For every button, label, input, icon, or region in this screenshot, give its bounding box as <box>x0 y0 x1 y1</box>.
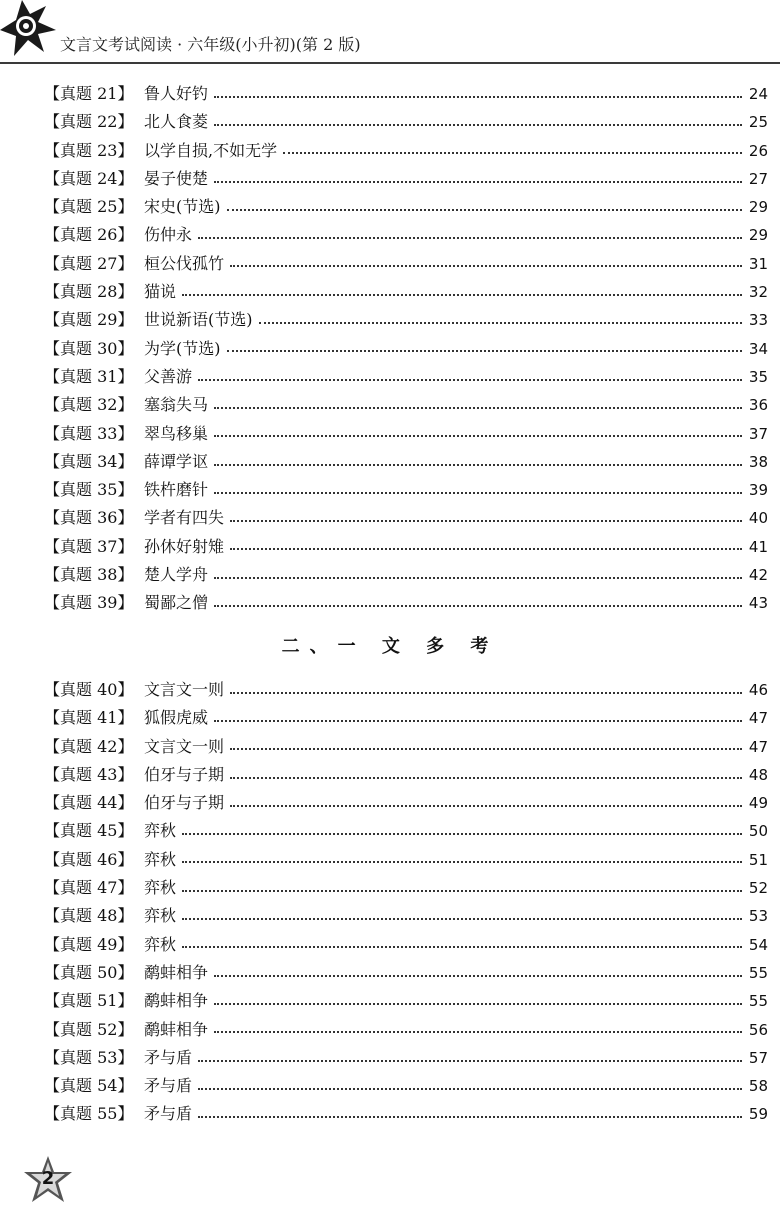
toc-entry-page: 52 <box>748 879 768 898</box>
dot-leader <box>182 832 742 835</box>
toc-entry-page: 39 <box>748 481 768 500</box>
toc-entry-tag: 【真题 34】 <box>44 451 134 471</box>
toc-entry <box>44 108 768 136</box>
toc-entry <box>44 193 768 221</box>
toc-entry-page: 51 <box>748 850 768 869</box>
toc-entry <box>44 902 768 930</box>
toc-entry-tag: 【真题 54】 <box>44 1076 134 1096</box>
toc-entry-page: 54 <box>748 935 768 954</box>
toc-entry <box>44 1044 768 1072</box>
dot-leader <box>214 434 742 437</box>
toc-entry <box>44 221 768 249</box>
toc-entry-title: 蜀鄙之僧 <box>144 593 209 613</box>
toc-entry-title: 北人食菱 <box>144 112 209 132</box>
toc-entry-tag: 【真题 22】 <box>44 112 134 132</box>
toc-entry-tag: 【真题 55】 <box>44 1104 134 1124</box>
toc-entry-title: 文言文一则 <box>144 736 225 756</box>
toc-entry <box>44 476 768 504</box>
toc-entry <box>44 704 768 732</box>
toc-entry-title: 学者有四失 <box>144 508 225 528</box>
toc-entry-tag: 【真题 24】 <box>44 168 134 188</box>
toc-entry <box>44 391 768 419</box>
dot-leader <box>182 889 742 892</box>
toc-entry-page: 46 <box>748 681 768 699</box>
dot-leader <box>182 860 742 863</box>
toc-entry-page: 56 <box>748 1020 768 1039</box>
toc-entry-tag: 【真题 50】 <box>44 962 134 982</box>
toc-entry <box>44 931 768 959</box>
toc-entry <box>44 846 768 874</box>
toc-entry-page: 42 <box>748 566 768 585</box>
dot-leader <box>230 776 742 779</box>
toc-entry-tag: 【真题 23】 <box>44 140 134 160</box>
toc-entry-tag: 【真题 52】 <box>44 1019 134 1039</box>
toc-entry-title: 鹬蚌相争 <box>144 1019 209 1039</box>
toc-entry <box>44 363 768 391</box>
toc-entry-title: 矛与盾 <box>144 1076 193 1096</box>
toc-entry-title: 鹬蚌相争 <box>144 962 209 982</box>
dot-leader <box>198 1059 742 1062</box>
toc-entry-page: 26 <box>748 141 768 160</box>
toc-entry-page: 29 <box>748 198 768 217</box>
dot-leader <box>283 151 742 154</box>
dot-leader <box>214 491 742 494</box>
dot-leader <box>230 264 742 267</box>
toc-entry-tag: 【真题 47】 <box>44 878 134 898</box>
toc-entry <box>44 335 768 363</box>
toc-entry <box>44 987 768 1015</box>
toc-entry-title: 世说新语(节选) <box>144 310 253 330</box>
toc-entry-tag: 【真题 27】 <box>44 253 134 273</box>
toc-entry-tag: 【真题 46】 <box>44 849 134 869</box>
toc-entry-title: 弈秋 <box>144 878 177 898</box>
toc-entry-tag: 【真题 37】 <box>44 536 134 556</box>
dot-leader <box>214 604 742 607</box>
toc-entry <box>44 561 768 589</box>
dot-leader <box>259 321 743 324</box>
dot-leader <box>230 519 742 522</box>
dot-leader <box>214 1030 742 1033</box>
toc-entry-page: 57 <box>748 1048 768 1067</box>
dot-leader <box>230 747 742 750</box>
toc-entry-page: 53 <box>748 907 768 926</box>
toc-entry-page: 35 <box>748 367 768 386</box>
toc-entry-page: 38 <box>748 452 768 471</box>
toc-entry-title: 塞翁失马 <box>144 395 209 415</box>
toc-entry <box>44 80 768 108</box>
toc-entry-tag: 【真题 43】 <box>44 764 134 784</box>
toc-entry <box>44 789 768 817</box>
toc-entry-page: 55 <box>748 963 768 982</box>
toc-entry <box>44 733 768 761</box>
toc-entry-tag: 【真题 36】 <box>44 508 134 528</box>
page-number: 2 <box>41 1168 55 1189</box>
toc-entry <box>44 1100 768 1128</box>
toc-entry <box>44 165 768 193</box>
toc-entry-title: 狐假虎威 <box>144 708 209 728</box>
toc-entry-page: 32 <box>748 283 768 302</box>
dot-leader <box>214 123 742 126</box>
toc-entry-tag: 【真题 29】 <box>44 310 134 330</box>
toc-entry-tag: 【真题 44】 <box>44 793 134 813</box>
toc-entry-title: 晏子使楚 <box>144 168 209 188</box>
toc-entry-page: 34 <box>748 339 768 358</box>
toc-entry-tag: 【真题 51】 <box>44 991 134 1011</box>
toc-entry-tag: 【真题 41】 <box>44 708 134 728</box>
toc-entry-page: 59 <box>748 1105 768 1124</box>
dot-leader <box>214 576 742 579</box>
toc-entry <box>44 504 768 532</box>
toc-entry-page: 24 <box>748 85 768 103</box>
toc-entry-tag: 【真题 35】 <box>44 480 134 500</box>
dot-leader <box>214 1002 742 1005</box>
toc-list-part1 <box>44 80 768 618</box>
toc-entry-tag: 【真题 28】 <box>44 282 134 302</box>
toc-entry-title: 伯牙与子期 <box>144 764 225 784</box>
toc-entry-title: 文言文一则 <box>144 680 225 699</box>
toc-entry <box>44 761 768 789</box>
toc-entry-title: 矛与盾 <box>144 1047 193 1067</box>
toc-entry-tag: 【真题 45】 <box>44 821 134 841</box>
toc-entry-title: 弈秋 <box>144 821 177 841</box>
toc-entry-page: 40 <box>748 509 768 528</box>
dot-leader <box>230 691 742 694</box>
dot-leader <box>198 236 742 239</box>
toc-entry-title: 伯牙与子期 <box>144 793 225 813</box>
toc-entry <box>44 817 768 845</box>
toc-entry-title: 弈秋 <box>144 849 177 869</box>
dot-leader <box>198 1115 742 1118</box>
toc-entry-page: 31 <box>748 254 768 273</box>
toc-entry-title: 孙休好射雉 <box>144 536 225 556</box>
toc-entry-page: 47 <box>748 737 768 756</box>
toc-entry <box>44 306 768 334</box>
toc-entry-tag: 【真题 39】 <box>44 593 134 613</box>
toc-entry-tag: 【真题 40】 <box>44 680 134 699</box>
toc-entry-tag: 【真题 49】 <box>44 934 134 954</box>
toc-entry-page: 43 <box>748 594 768 613</box>
toc-entry-page: 48 <box>748 765 768 784</box>
toc-entry-tag: 【真题 42】 <box>44 736 134 756</box>
toc-entry-page: 47 <box>748 709 768 728</box>
dot-leader <box>182 945 742 948</box>
toc-list-part2 <box>44 676 768 1129</box>
page-header <box>0 0 780 60</box>
toc-entry-page: 58 <box>748 1077 768 1096</box>
toc-entry <box>44 137 768 165</box>
toc-entry-tag: 【真题 30】 <box>44 338 134 358</box>
toc-entry <box>44 1016 768 1044</box>
toc-entry <box>44 959 768 987</box>
toc-entry-tag: 【真题 38】 <box>44 565 134 585</box>
toc-entry <box>44 874 768 902</box>
toc-entry-tag: 【真题 48】 <box>44 906 134 926</box>
dot-leader <box>214 95 742 98</box>
toc-entry-title: 铁杵磨针 <box>144 480 209 500</box>
toc-entry-title: 鲁人好钓 <box>144 84 209 103</box>
toc-entry-title: 翠鸟移巢 <box>144 423 209 443</box>
toc-entry-tag: 【真题 53】 <box>44 1047 134 1067</box>
toc-entry-title: 矛与盾 <box>144 1104 193 1124</box>
dot-leader <box>214 463 742 466</box>
toc-entry <box>44 533 768 561</box>
toc-entry <box>44 676 768 704</box>
toc-entry-title: 伤仲永 <box>144 225 193 245</box>
dot-leader <box>230 804 742 807</box>
toc-entry-tag: 【真题 32】 <box>44 395 134 415</box>
toc-entry <box>44 420 768 448</box>
toc-entry <box>44 278 768 306</box>
book-title: 文言文考试阅读 · 六年级(小升初)(第 2 版) <box>60 35 361 54</box>
toc-entry <box>44 448 768 476</box>
toc-entry-page: 25 <box>748 113 768 132</box>
dot-leader <box>214 974 742 977</box>
toc-entry-tag: 【真题 31】 <box>44 366 134 386</box>
toc-entry-tag: 【真题 26】 <box>44 225 134 245</box>
toc-entry-page: 50 <box>748 822 768 841</box>
toc-entry-title: 薛谭学讴 <box>144 451 209 471</box>
toc-entry <box>44 589 768 617</box>
toc-entry-title: 弈秋 <box>144 906 177 926</box>
section-heading: 二、一 文 多 考 <box>281 636 499 657</box>
toc-entry-page: 55 <box>748 992 768 1011</box>
dot-leader <box>182 917 742 920</box>
header-divider <box>0 62 780 64</box>
toc-entry-title: 楚人学舟 <box>144 565 209 585</box>
dot-leader <box>198 1087 742 1090</box>
toc-entry-title: 鹬蚌相争 <box>144 991 209 1011</box>
toc-entry-tag: 【真题 25】 <box>44 197 134 217</box>
toc-entry-page: 29 <box>748 226 768 245</box>
toc-entry-page: 41 <box>748 537 768 556</box>
toc-entry-tag: 【真题 21】 <box>44 84 134 103</box>
toc-entry-title: 为学(节选) <box>144 338 221 358</box>
dot-leader <box>198 378 742 381</box>
toc-entry <box>44 1072 768 1100</box>
toc-entry-title: 桓公伐孤竹 <box>144 253 225 273</box>
dot-leader <box>214 406 742 409</box>
dot-leader <box>214 719 742 722</box>
toc-entry <box>44 250 768 278</box>
toc-entry-page: 49 <box>748 794 768 813</box>
toc-entry-tag: 【真题 33】 <box>44 423 134 443</box>
toc-entry-page: 27 <box>748 169 768 188</box>
toc-entry-title: 父善游 <box>144 366 193 386</box>
toc-entry-page: 36 <box>748 396 768 415</box>
toc-entry-page: 33 <box>748 311 768 330</box>
dot-leader <box>214 180 742 183</box>
toc-entry-title: 宋史(节选) <box>144 197 221 217</box>
star-logo-icon <box>0 0 60 60</box>
toc-entry-page: 37 <box>748 424 768 443</box>
dot-leader <box>227 208 743 211</box>
toc-entry-title: 以学自损,不如无学 <box>144 140 278 160</box>
dot-leader <box>182 293 742 296</box>
dot-leader <box>230 547 742 550</box>
dot-leader <box>227 349 743 352</box>
toc-entry-title: 弈秋 <box>144 934 177 954</box>
toc-entry-title: 猫说 <box>144 282 177 302</box>
